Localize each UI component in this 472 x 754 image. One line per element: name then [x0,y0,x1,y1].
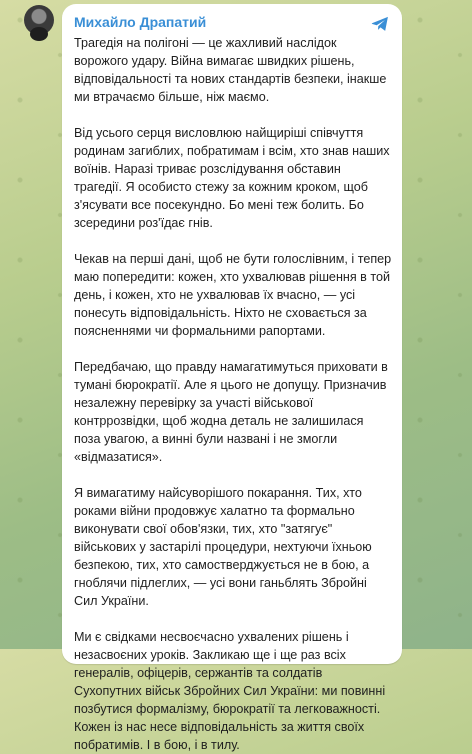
message-paragraph: Я вимагатиму найсуворішого покарання. Тих, хто роками війни продовжує халатно та формально виконувати свої обов'язки, тих, хто "затягує" військових у застарілі процедури, нехтуючи їхньою безпекою, тих, хто самостверджується не в бою, а гноблячи підлеглих, — усі вони ганьблять Збройні Сил України. [74,486,372,608]
message-text [74,34,392,754]
message-paragraph: Від усього серця висловлюю найщиріші співчуття родинам загиблих, побратимам і всім, хто знав наших воїнів. Наразі триває розслідування обставин трагедії. Я особисто стежу за кожним кроком, щоб з'ясувати все посекундно. Бо мені теж болить. Бо зсередини роз'їдає гнів. [74,126,390,230]
channel-avatar[interactable] [24,5,54,35]
message-paragraph: Чекав на перші дані, щоб не бути голослівним, і тепер маю попередити: кожен, хто ухвалював рішення в той день, і кожен, хто не ухвалював їх вчасно, — усі понесуть відповідальність. Ніхто не сховається за поясненнями чи формальними рапортами. [74,252,392,338]
telegram-icon[interactable] [370,14,390,34]
message-bubble [62,4,402,752]
message-paragraph: Ми є свідками несвоєчасно ухвалених рішень і незасвоєних уроків. Закликаю ще і ще раз всіх генералів, офіцерів, сержантів та солдатів Сухопутних військ Збройних Сил України: ми повинні позбутися формалізму, бюрократії та легковажності. Кожен із нас несе відповідальність за життя своїх побратимів. І в бою, і в тилу. [74,630,386,752]
message-header [74,12,392,32]
message-paragraph: Трагедія на полігоні — це жахливий наслідок ворожого удару. Війна вимагає швидких рішень, відповідальності та нових стандартів безпеки, інакше ми втрачаємо більше, ніж маємо. [74,36,387,104]
sender-name[interactable]: Михайло Драпатий [74,14,207,30]
message-paragraph: Передбачаю, що правду намагатимуться приховати в тумані бюрократії. Але я цього не допущу. Призначив незалежну перевірку за участі військової контррозвідки, щоб жодна деталь не залишилася поза увагою, а винні були названі і не змогли «відмазатися». [74,360,388,464]
